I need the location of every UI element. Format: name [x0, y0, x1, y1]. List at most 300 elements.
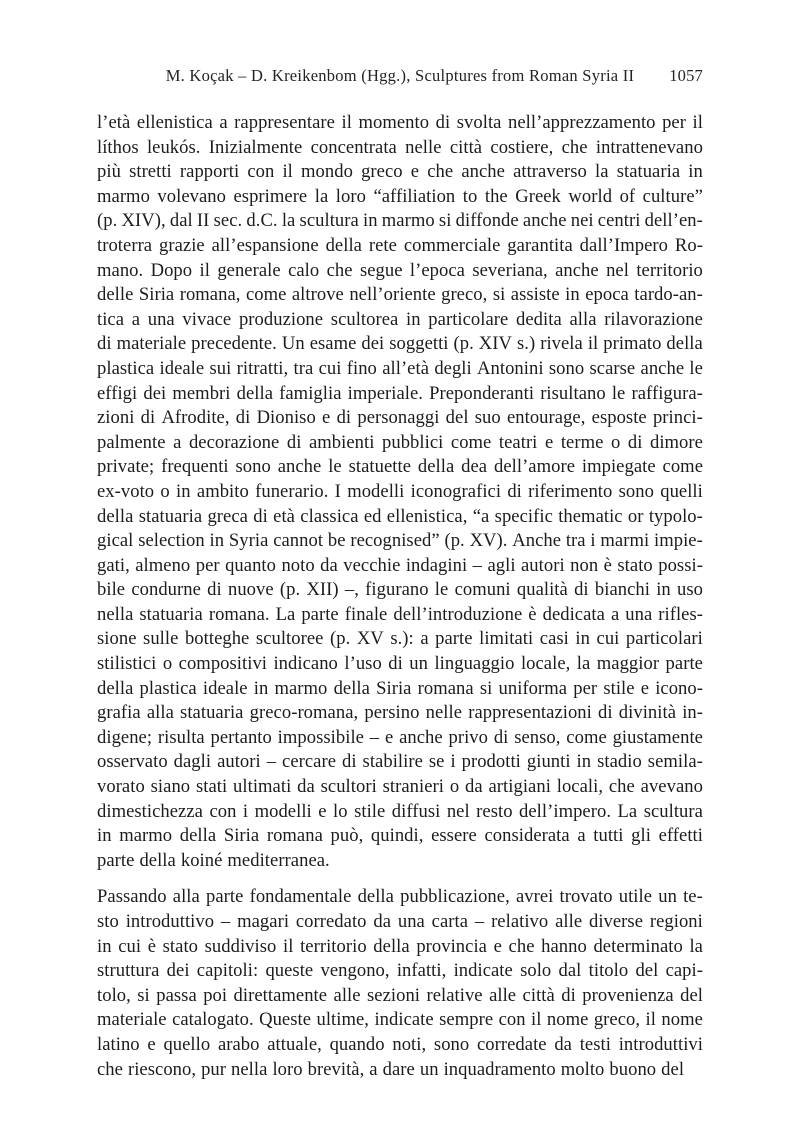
word: in: [576, 751, 592, 773]
word: a: [610, 603, 620, 625]
word: rappresentare: [234, 112, 335, 133]
word: come: [450, 431, 492, 453]
word: in-: [682, 702, 703, 724]
paragraph: [97, 112, 703, 874]
word: princi-: [652, 407, 703, 429]
word: indicate: [374, 1009, 434, 1031]
word: per: [195, 554, 220, 576]
word: in: [656, 579, 671, 601]
word: Ro-: [674, 234, 703, 256]
word: dimestichezza: [97, 800, 203, 822]
word: anche: [555, 259, 599, 281]
word: più: [97, 161, 121, 183]
word: marmi: [600, 530, 650, 552]
word: con: [247, 161, 275, 183]
word: della: [97, 677, 134, 699]
word: esame: [309, 333, 357, 355]
word: specific: [494, 505, 553, 527]
word: tica: [97, 308, 125, 330]
word: fondamentale: [249, 886, 352, 908]
word: parte: [301, 603, 339, 625]
word: stranieri: [382, 776, 444, 798]
word: alle: [489, 984, 517, 1006]
word: s.): [516, 333, 536, 355]
word: il: [199, 259, 210, 281]
word: relative: [426, 984, 483, 1006]
word: determinato: [593, 935, 683, 957]
word: il: [645, 1009, 656, 1031]
word: noto: [281, 554, 315, 576]
word: riferimento: [528, 480, 613, 502]
word: particolari: [625, 628, 703, 650]
text-line: [97, 210, 703, 235]
word: provincia: [416, 935, 487, 957]
word: ambienti: [308, 431, 375, 453]
text-line: [97, 432, 703, 457]
word: autori: [521, 554, 565, 576]
word: calo: [288, 259, 320, 281]
word: provenienza: [582, 984, 674, 1006]
text-line: [97, 506, 703, 531]
word: I: [334, 480, 341, 502]
word: delle: [97, 284, 134, 306]
word: to: [462, 185, 478, 207]
word: Siria: [138, 284, 175, 306]
word: capi-: [665, 960, 703, 982]
word: in: [176, 480, 191, 502]
word: come: [245, 284, 287, 306]
word: di: [435, 112, 451, 133]
word: dimore: [649, 431, 703, 453]
word: avrei: [515, 886, 554, 908]
word: iconografici: [410, 480, 502, 502]
word: molto: [560, 1058, 605, 1080]
word: Queste: [259, 1009, 312, 1031]
word: del: [445, 407, 469, 429]
word: troterra: [97, 234, 153, 256]
word: autori: [217, 751, 261, 773]
word: della: [333, 677, 370, 699]
word: ellenistica: [136, 112, 213, 133]
word: romana.: [208, 603, 270, 625]
word: culture”: [642, 185, 703, 207]
word: che: [97, 1058, 123, 1080]
text-line: [97, 358, 703, 383]
word: mediterranea.: [227, 849, 330, 871]
word: città: [522, 984, 555, 1006]
word: –: [472, 554, 482, 576]
word: nei: [570, 210, 594, 232]
word: dall’Impero: [579, 234, 668, 256]
word: entourage,: [506, 407, 586, 429]
word: un: [419, 1058, 439, 1080]
word: membri: [172, 382, 231, 404]
word: tra: [293, 357, 314, 379]
word: la: [689, 935, 703, 957]
word: famiglia: [279, 382, 342, 404]
word: locali,: [556, 776, 604, 798]
word: dell’en-: [644, 210, 703, 232]
word: tardo-an-: [634, 284, 703, 306]
word: all’età: [382, 357, 430, 379]
word: la: [281, 210, 296, 232]
word: koiné: [180, 849, 223, 871]
word: il: [587, 333, 599, 355]
word: o: [160, 480, 170, 502]
word: s.):: [390, 628, 414, 650]
word: diffusi: [391, 800, 441, 822]
word: una: [625, 603, 653, 625]
word: e: [318, 800, 327, 822]
word: (p.: [330, 628, 351, 650]
word: risultano: [540, 382, 606, 404]
word: artigiani: [488, 776, 551, 798]
word: la: [576, 653, 591, 675]
word: anche: [399, 726, 443, 748]
word: di: [253, 505, 268, 527]
word: attuale,: [267, 1033, 322, 1055]
word: greco,: [593, 1009, 641, 1031]
word: parte: [97, 849, 135, 871]
word: diverse: [588, 911, 644, 932]
word: da: [465, 776, 483, 798]
word: anche: [277, 456, 322, 478]
word: bianchi: [594, 579, 650, 601]
word: che: [608, 776, 635, 798]
word: greca: [207, 505, 248, 527]
word: possi-: [658, 554, 703, 576]
word: limitati: [479, 628, 534, 650]
word: marmo: [381, 210, 435, 232]
text-line: [97, 1034, 703, 1059]
word: gical: [97, 530, 134, 552]
word: Syria: [228, 530, 269, 552]
word: il: [531, 1009, 542, 1031]
word: classica: [300, 505, 359, 527]
word: i: [590, 530, 596, 552]
word: come: [662, 456, 703, 478]
word: materiale: [97, 1009, 167, 1031]
word: sono: [618, 480, 654, 502]
text-line: [97, 604, 703, 629]
word: selection: [138, 530, 205, 552]
word: alla: [146, 702, 174, 724]
word: di: [342, 751, 357, 773]
word: plastica: [139, 677, 197, 699]
text-line: [97, 653, 703, 678]
word: XIV),: [121, 210, 166, 232]
word: della: [179, 825, 217, 847]
text-line: [97, 936, 703, 961]
word: marmo: [119, 825, 173, 847]
word: te-: [683, 886, 703, 908]
word: dei: [166, 960, 190, 982]
word: XII): [306, 579, 339, 601]
word: catalogato.: [172, 1009, 254, 1031]
word: quello: [163, 1033, 211, 1055]
word: della: [236, 382, 274, 404]
text-line: [97, 960, 703, 985]
word: scultori: [320, 776, 377, 798]
word: giunti: [526, 751, 571, 773]
word: struttura: [97, 960, 160, 982]
word: si: [492, 284, 506, 306]
word: dal: [169, 210, 193, 232]
word: grazie: [159, 234, 205, 256]
text-line: [97, 825, 703, 850]
word: nella: [97, 603, 134, 625]
word: personaggi: [357, 407, 440, 429]
word: il: [341, 112, 352, 133]
word: altrove: [291, 284, 344, 306]
word: riescono,: [127, 1058, 197, 1080]
word: per: [662, 112, 686, 133]
word: rivela: [540, 333, 583, 355]
word: scarse: [589, 357, 636, 379]
word: XV: [356, 628, 384, 650]
word: statuaria: [138, 505, 203, 527]
word: e: [493, 935, 502, 957]
word: world: [568, 185, 613, 207]
word: in: [575, 628, 590, 650]
word: regioni: [649, 911, 703, 932]
word: romana,: [179, 284, 241, 306]
word: della: [666, 333, 703, 355]
word: di: [286, 431, 302, 453]
word: passa: [156, 984, 197, 1006]
word: comuni: [454, 579, 511, 601]
word: nella: [231, 1058, 268, 1080]
word: dei: [143, 382, 167, 404]
word: stilistici: [97, 653, 157, 675]
word: ideale: [159, 357, 205, 379]
word: direttamente: [233, 984, 328, 1006]
word: in: [97, 825, 112, 847]
word: volevano: [157, 185, 226, 207]
word: magari: [237, 911, 290, 932]
word: qualità: [516, 579, 568, 601]
word: vengono,: [320, 960, 390, 982]
paragraph: [97, 886, 703, 1083]
word: di: [627, 431, 643, 453]
word: utile: [618, 886, 653, 908]
word: diffonde: [455, 210, 519, 232]
word: Siria: [376, 677, 412, 699]
word: di: [574, 579, 589, 601]
text-line: [97, 407, 703, 432]
word: produzione: [238, 308, 324, 330]
word: è: [603, 554, 612, 576]
word: alla: [569, 308, 597, 330]
word: romana: [417, 677, 474, 699]
word: Anche: [512, 530, 562, 552]
word: se: [428, 751, 445, 773]
word: figurano: [365, 579, 429, 601]
word: parte: [665, 653, 703, 675]
word: dagli: [173, 751, 212, 773]
word: sezioni: [367, 984, 421, 1006]
word: lo: [333, 800, 348, 822]
word: or: [627, 505, 644, 527]
word: dea: [461, 456, 488, 478]
word: finale: [344, 603, 388, 625]
word: in: [363, 210, 378, 232]
word: di: [598, 702, 613, 724]
word: gli: [631, 825, 651, 847]
word: quanto: [225, 554, 276, 576]
word: –,: [344, 579, 359, 601]
word: le: [611, 382, 626, 404]
word: primato: [603, 333, 662, 355]
word: di: [561, 984, 576, 1006]
word: cannot: [273, 530, 324, 552]
text-line: [97, 161, 703, 186]
word: –: [220, 911, 231, 932]
word: solo: [520, 960, 552, 982]
word: queste: [265, 960, 314, 982]
word: effigi: [97, 382, 138, 404]
word: da: [554, 1033, 572, 1055]
word: del: [635, 960, 659, 982]
word: esposte: [591, 407, 647, 429]
word: come: [566, 726, 607, 748]
word: d.C.: [246, 210, 278, 232]
text-line: [97, 309, 703, 334]
word: Dioniso: [256, 407, 316, 429]
word: tutti: [593, 825, 624, 847]
word: in: [97, 935, 112, 957]
word: dell’introduzione: [393, 603, 523, 625]
word: parte: [435, 628, 473, 650]
word: ed: [363, 505, 382, 527]
word: a: [369, 1058, 378, 1080]
word: indicate: [453, 960, 513, 982]
word: stato: [617, 554, 653, 576]
text-line: [97, 886, 703, 911]
word: a: [577, 825, 586, 847]
word: introduttivo: [125, 911, 215, 932]
word: tolo,: [97, 984, 131, 1006]
word: alle: [333, 984, 361, 1006]
word: effetti: [658, 825, 703, 847]
word: alle: [555, 911, 583, 932]
word: dare: [382, 1058, 415, 1080]
word: relativo: [491, 911, 549, 932]
word: ultimati: [233, 776, 292, 798]
word: “a: [472, 505, 490, 527]
word: dedita: [516, 308, 562, 330]
word: –: [369, 726, 380, 748]
word: vecchie: [343, 554, 401, 576]
word: stabilire: [362, 751, 423, 773]
word: con: [498, 1009, 526, 1031]
word: recognised”: [350, 530, 440, 552]
word: la: [595, 161, 609, 183]
word: semila-: [647, 751, 703, 773]
word: dell’impero.: [519, 800, 612, 822]
text-line: [97, 579, 703, 604]
text-line: [97, 702, 703, 727]
word: sione: [97, 628, 137, 650]
word: può,: [330, 825, 364, 847]
word: Dopo: [150, 259, 193, 281]
text-line: [97, 530, 703, 555]
word: momento: [358, 112, 430, 133]
word: l’epoca: [409, 259, 465, 281]
word: anche: [522, 210, 567, 232]
word: Inizialmente: [208, 136, 303, 158]
text-line: [97, 333, 703, 358]
word: corredate: [476, 1033, 547, 1055]
word: stile: [603, 677, 635, 699]
word: cui: [596, 628, 620, 650]
word: XV).: [469, 530, 508, 552]
word: nell’oriente: [349, 284, 436, 306]
word: non: [570, 554, 599, 576]
word: raffigura-: [631, 382, 703, 404]
word: di: [388, 653, 403, 675]
word: e: [410, 161, 420, 183]
word: della: [325, 234, 362, 256]
word: centri: [597, 210, 641, 232]
word: mondo: [301, 161, 353, 183]
word: anche: [640, 357, 685, 379]
word: teatri: [498, 431, 538, 453]
running-header-title: M. Koçak – D. Kreikenbom (Hgg.), Sculptures from Roman Syria II: [165, 66, 635, 85]
word: testi: [579, 1033, 611, 1055]
word: essere: [431, 825, 477, 847]
word: carta: [431, 911, 469, 932]
text-line: [97, 112, 703, 137]
word: uso: [677, 579, 703, 601]
word: noti,: [392, 1033, 427, 1055]
word: un: [658, 886, 677, 908]
text-line: [97, 678, 703, 703]
word: si: [137, 984, 150, 1006]
word: da: [320, 554, 338, 576]
word: costiere,: [490, 136, 554, 158]
text-line: [97, 481, 703, 506]
word: i: [242, 800, 249, 822]
word: il: [282, 161, 293, 183]
text-line: [97, 776, 703, 801]
word: che: [326, 259, 353, 281]
word: epoca: [585, 284, 629, 306]
word: o: [449, 776, 460, 798]
word: rifles-: [658, 603, 703, 625]
word: (p.: [97, 210, 118, 232]
word: latino: [97, 1033, 140, 1055]
text-line: [97, 383, 703, 408]
word: di: [97, 333, 112, 355]
word: funerario.: [255, 480, 329, 502]
word: quando: [329, 1033, 385, 1055]
word: Afrodite,: [161, 407, 230, 429]
word: dei: [361, 333, 385, 355]
word: ritratti,: [236, 357, 289, 379]
word: severiana,: [472, 259, 548, 281]
word: le: [434, 579, 449, 601]
word: XIV: [478, 333, 512, 355]
word: loro: [272, 1058, 303, 1080]
word: pubblicazione,: [400, 886, 510, 908]
word: frequenti: [161, 456, 229, 478]
word: a: [219, 112, 228, 133]
word: nel: [606, 259, 629, 281]
word: Passando: [97, 886, 167, 908]
word: di: [140, 407, 156, 429]
word: leukós.: [146, 136, 201, 158]
